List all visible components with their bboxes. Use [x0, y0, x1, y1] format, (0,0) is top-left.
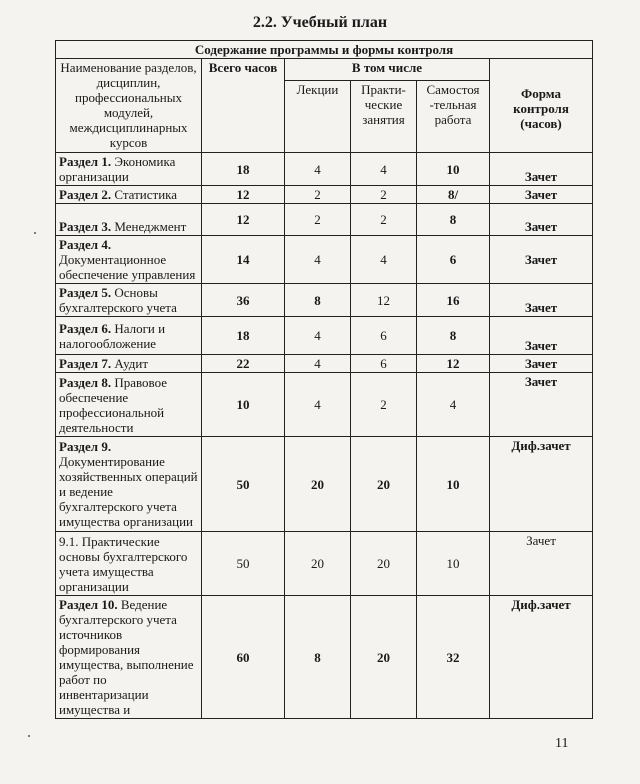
control-form: Зачет: [490, 284, 593, 317]
section-label: Раздел 8.: [59, 374, 112, 390]
scan-speck: [28, 735, 30, 737]
section-label: Раздел 4.: [59, 237, 112, 252]
practice-hours: 4: [351, 236, 417, 284]
practice-hours: 4: [351, 153, 417, 186]
section-name: [56, 373, 202, 437]
control-form: Зачет: [490, 204, 593, 236]
section-name: [56, 204, 202, 236]
section-label: Раздел 6.: [59, 320, 112, 336]
table-row: [56, 236, 593, 284]
practice-hours: 2: [351, 186, 417, 204]
selfwork-hours: 32: [417, 596, 490, 719]
practice-hours: 12: [351, 284, 417, 317]
section-title: Менеджмент: [111, 219, 187, 234]
table-row: [56, 596, 593, 719]
scan-speck: [34, 232, 36, 234]
section-label: Раздел 7.: [59, 356, 112, 371]
total-hours: 12: [202, 186, 285, 204]
table-caption: Содержание программы и формы контроля: [56, 41, 593, 59]
header-name: Наименование разделов, дисциплин, профессиональных модулей, междисциплинарных курсов: [56, 59, 202, 153]
total-hours: 22: [202, 355, 285, 373]
lecture-hours: 20: [285, 437, 351, 532]
section-title: 9.1. Практические основы бухгалтерского учета имущества организации: [59, 533, 188, 594]
control-form: Зачет: [490, 153, 593, 186]
control-form: Диф.зачет: [490, 596, 593, 719]
practice-hours: 20: [351, 596, 417, 719]
table-row: [56, 284, 593, 317]
total-hours: 50: [202, 532, 285, 596]
lecture-hours: 20: [285, 532, 351, 596]
practice-hours: 20: [351, 437, 417, 532]
control-form: Зачет: [490, 373, 593, 437]
section-label: Раздел 3.: [59, 219, 112, 234]
selfwork-hours: 10: [417, 437, 490, 532]
section-name: [56, 355, 202, 373]
selfwork-hours: 12: [417, 355, 490, 373]
selfwork-hours: 16: [417, 284, 490, 317]
section-name: [56, 317, 202, 355]
control-form: Зачет: [490, 532, 593, 596]
selfwork-hours: 8: [417, 204, 490, 236]
selfwork-hours: 10: [417, 532, 490, 596]
section-name: [56, 437, 202, 532]
curriculum-table: [55, 40, 593, 719]
section-label: Раздел 9.: [59, 439, 112, 454]
section-title: Документационное обеспечение управления: [59, 252, 196, 282]
section-label: Раздел 1.: [59, 154, 112, 169]
total-hours: 50: [202, 437, 285, 532]
control-form: Зачет: [490, 355, 593, 373]
section-label: Раздел 10.: [59, 597, 118, 612]
lecture-hours: 4: [285, 317, 351, 355]
table-row: [56, 317, 593, 355]
total-hours: 18: [202, 317, 285, 355]
section-title: Налоги и налогообложение: [59, 320, 166, 351]
section-name: [56, 186, 202, 204]
table-row: [56, 373, 593, 437]
lecture-hours: 8: [285, 596, 351, 719]
lecture-hours: 4: [285, 373, 351, 437]
control-form: Диф.зачет: [490, 437, 593, 532]
lecture-hours: 2: [285, 186, 351, 204]
total-hours: 12: [202, 204, 285, 236]
page-title: 2.2. Учебный план: [252, 14, 388, 31]
section-title: Правовое обеспечение профессиональной деятельности: [59, 374, 168, 435]
total-hours: 36: [202, 284, 285, 317]
table-row: [56, 153, 593, 186]
lecture-hours: 4: [285, 355, 351, 373]
selfwork-hours: 10: [417, 153, 490, 186]
lecture-hours: 4: [285, 236, 351, 284]
selfwork-hours: 4: [417, 373, 490, 437]
control-form: Зачет: [490, 317, 593, 355]
page-number: 11: [555, 736, 569, 751]
lecture-hours: 2: [285, 204, 351, 236]
practice-hours: 2: [351, 373, 417, 437]
section-name: [56, 532, 202, 596]
selfwork-hours: 8/: [417, 186, 490, 204]
control-form: Зачет: [490, 236, 593, 284]
section-title: Экономика организации: [59, 154, 176, 184]
total-hours: 60: [202, 596, 285, 719]
section-label: Раздел 2.: [59, 187, 112, 202]
total-hours: 14: [202, 236, 285, 284]
header-lectures: Лекции: [285, 81, 351, 153]
total-hours: 18: [202, 153, 285, 186]
section-name: [56, 284, 202, 317]
section-title: Основы бухгалтерского учета: [59, 285, 177, 315]
practice-hours: 6: [351, 355, 417, 373]
practice-hours: 6: [351, 317, 417, 355]
header-selfwork: Самостоя -тельная работа: [417, 81, 490, 153]
control-form: Зачет: [490, 186, 593, 204]
header-control: Форма контроля (часов): [490, 59, 593, 153]
practice-hours: 20: [351, 532, 417, 596]
table-row: [56, 532, 593, 596]
section-label: Раздел 5.: [59, 285, 112, 300]
table-row: [56, 204, 593, 236]
section-name: [56, 596, 202, 719]
header-practice: Практи-ческие занятия: [351, 81, 417, 153]
lecture-hours: 8: [285, 284, 351, 317]
practice-hours: 2: [351, 204, 417, 236]
section-title: Ведение бухгалтерского учета источников формирования имущества, выполнение работ по инвентаризации имущества и: [59, 597, 194, 717]
section-title: Статистика: [111, 187, 178, 202]
section-name: [56, 153, 202, 186]
header-total: Всего часов: [202, 59, 285, 153]
section-name: [56, 236, 202, 284]
section-title: Документирование хозяйственных операций и ведение бухгалтерского учета имущества организации: [59, 454, 198, 529]
table-row: [56, 355, 593, 373]
total-hours: 10: [202, 373, 285, 437]
lecture-hours: 4: [285, 153, 351, 186]
table-row: [56, 437, 593, 532]
selfwork-hours: 6: [417, 236, 490, 284]
section-title: Аудит: [111, 356, 149, 371]
table-row: [56, 186, 593, 204]
header-including: В том числе: [285, 59, 490, 81]
selfwork-hours: 8: [417, 317, 490, 355]
